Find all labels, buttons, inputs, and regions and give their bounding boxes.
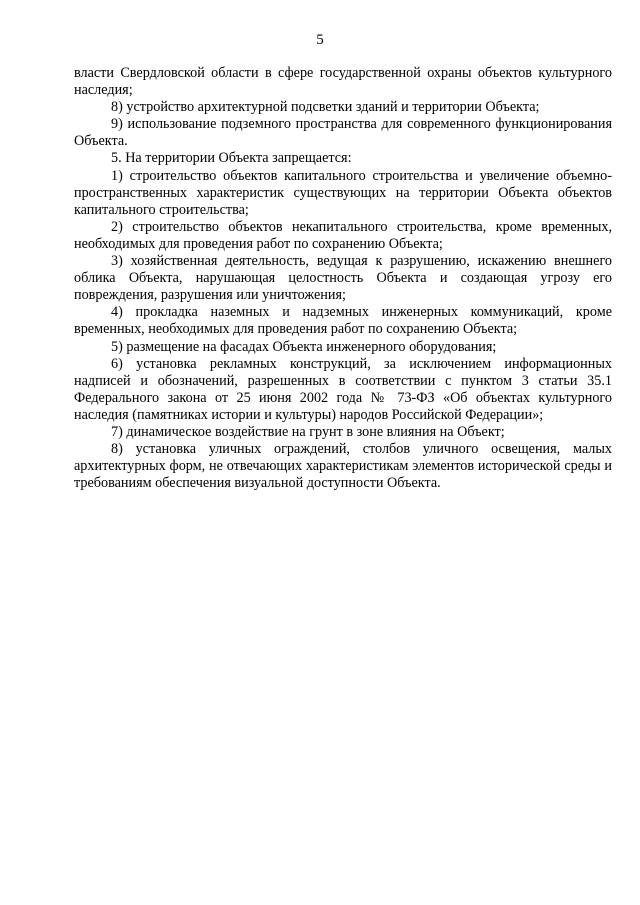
paragraph-section-5-heading: 5. На территории Объекта запрещается:: [111, 150, 352, 167]
page-number: 5: [316, 32, 324, 48]
paragraph-continuation: власти Свердловской области в сфере государственной охраны объектов культурного наследия;: [74, 65, 612, 99]
paragraph-prohibition-7: 7) динамическое воздействие на грунт в зоне влияния на Объект;: [111, 423, 505, 440]
paragraph-prohibition-8: 8) установка уличных ограждений, столбов уличного освещения, малых архитектурных форм, не отвечающих характеристикам элементов исторической среды и требованиям обеспечения визуальной доступности Объекта.: [74, 441, 612, 492]
paragraph-prohibition-5: 5) размещение на фасадах Объекта инженерного оборудования;: [111, 338, 497, 355]
paragraph-prohibition-6: 6) установка рекламных конструкций, за исключением информационных надписей и обозначений, разрешенных в соответствии с пунктом 3 статьи 35.1 Федерального закона от 25 июня 2002 года № 73-ФЗ «Об объектах культурного наследия (памятниках истории и культуры) народов Российской Федерации»;: [74, 355, 612, 423]
paragraph-item-8-lighting: 8) устройство архитектурной подсветки зданий и территории Объекта;: [111, 99, 540, 116]
paragraph-item-9-underground: 9) использование подземного пространства для современного функционирования Объекта.: [74, 116, 612, 150]
document-body: [74, 65, 612, 492]
paragraph-prohibition-2: 2) строительство объектов некапитального строительства, кроме временных, необходимых для проведения работ по сохранению Объекта;: [74, 218, 612, 252]
paragraph-prohibition-4: 4) прокладка наземных и надземных инженерных коммуникаций, кроме временных, необходимых для проведения работ по сохранению Объекта;: [74, 304, 612, 338]
paragraph-prohibition-3: 3) хозяйственная деятельность, ведущая к разрушению, искажению внешнего облика Объекта, нарушающая целостность Объекта и создающая угрозу его повреждения, разрушения или уничтожения;: [74, 253, 612, 304]
paragraph-prohibition-1: 1) строительство объектов капитального строительства и увеличение объемно-пространственных характеристик существующих на территории Объекта объектов капитального строительства;: [74, 167, 612, 218]
